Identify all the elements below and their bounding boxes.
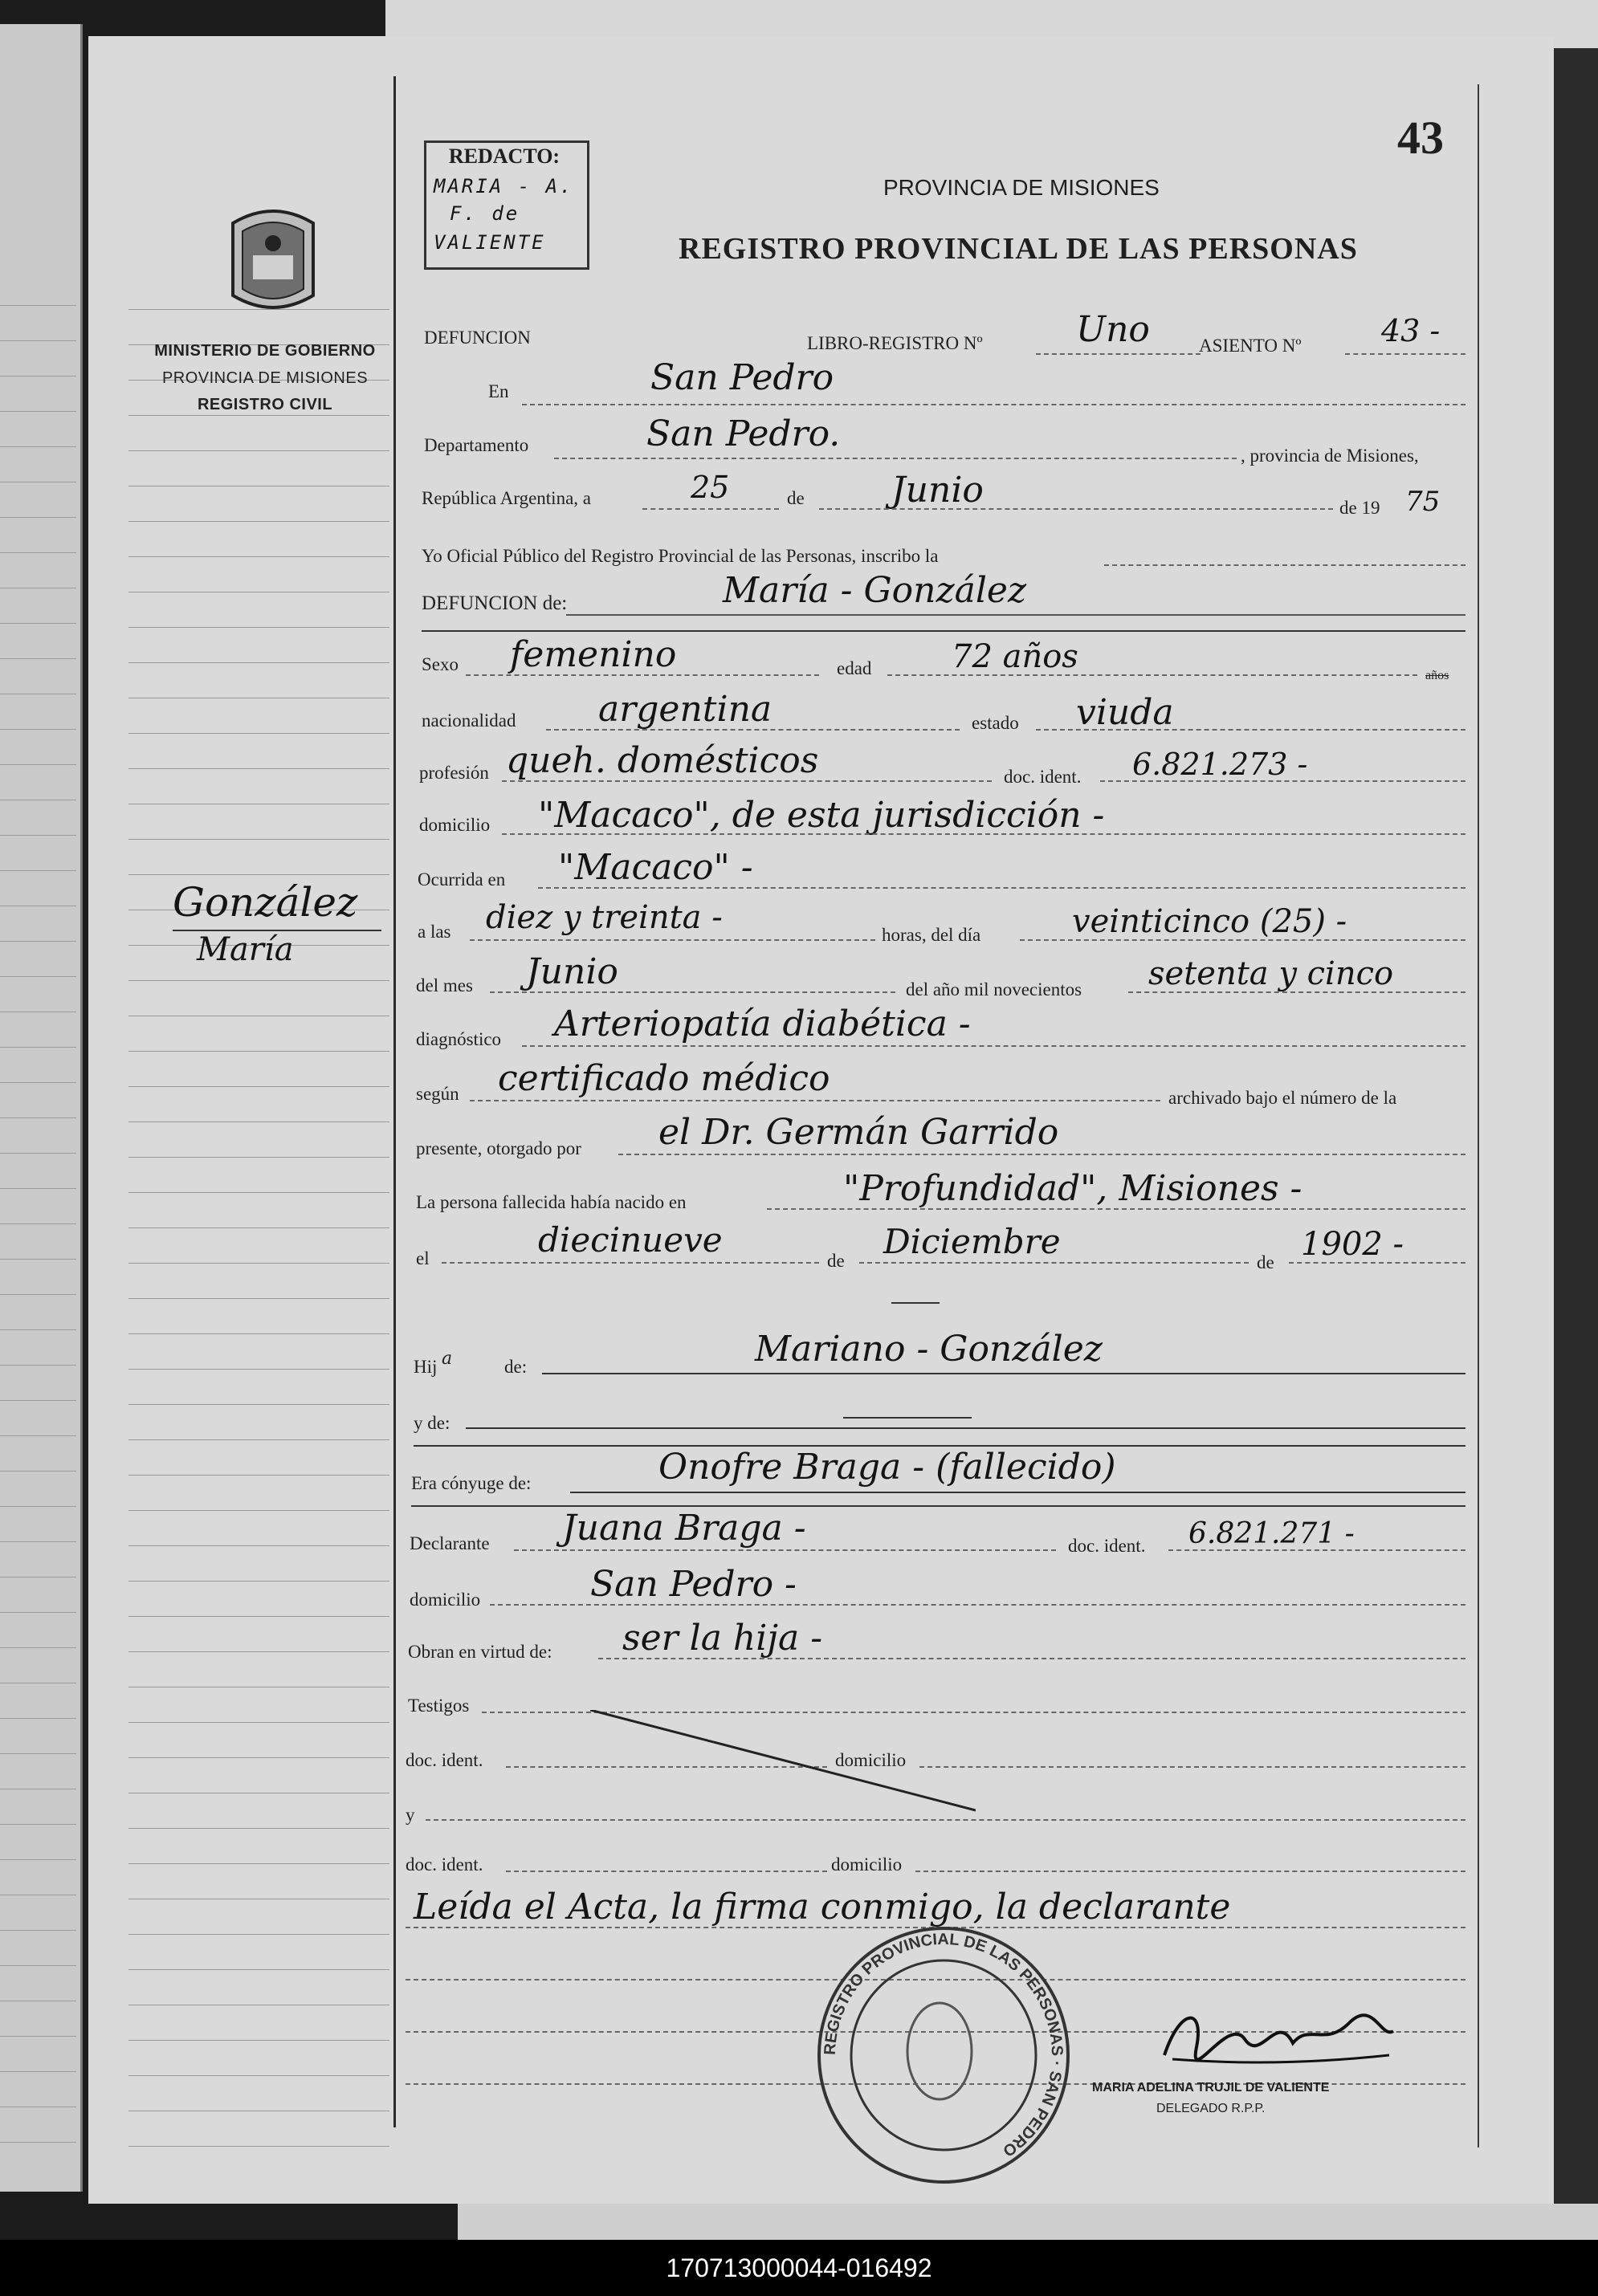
line-ocurrida <box>538 887 1466 890</box>
line-domicilio <box>502 833 1466 837</box>
margin-ruled-line <box>128 627 389 628</box>
scan-identifier: 170713000044-016492 <box>0 2240 1598 2296</box>
label-horas-dia: horas, del día <box>882 925 981 945</box>
label-de-2: de <box>827 1251 845 1271</box>
value-mes-texto: Junio <box>526 951 618 992</box>
label-yo-oficial: Yo Oficial Público del Registro Provincial de las Personas, inscribo la <box>422 546 939 566</box>
prev-page-ruled-line <box>0 1117 76 1118</box>
value-hijo-sufijo: a <box>442 1349 453 1369</box>
rule-conyuge <box>411 1505 1466 1507</box>
prev-page-ruled-line <box>0 1294 76 1295</box>
label-declarante: Declarante <box>410 1533 490 1553</box>
margin-ruled-line <box>128 415 389 416</box>
testigos-strike-line <box>590 1710 976 1814</box>
line-declarante <box>514 1549 1056 1553</box>
value-edad: 72 años <box>952 638 1078 675</box>
value-ano: 75 <box>1405 486 1441 518</box>
label-asiento: ASIENTO Nº <box>1199 336 1302 356</box>
ministry-line-3: REGISTRO CIVIL <box>197 396 333 413</box>
line-testigo-doc-2 <box>506 1871 827 1874</box>
value-dia: 25 <box>691 470 730 505</box>
value-ocurrida: "Macaco" - <box>558 847 753 888</box>
margin-ruled-line <box>128 1651 389 1652</box>
margin-ruled-line <box>128 1757 389 1758</box>
line-declarante-dom <box>490 1604 1466 1607</box>
margin-ruled-line <box>128 1439 389 1440</box>
label-testigo-dom-1: domicilio <box>835 1750 907 1770</box>
prev-page-ruled-line <box>0 305 76 306</box>
margin-ruled-line <box>128 1333 389 1334</box>
prev-page-ruled-line <box>0 1506 76 1507</box>
prev-page-ruled-line <box>0 976 76 977</box>
line-hora <box>470 939 875 942</box>
label-hijo: Hij <box>414 1357 438 1377</box>
book-edge-bottom <box>458 2204 1598 2240</box>
prev-page-ruled-line <box>0 446 76 447</box>
margin-given-name: María <box>197 931 294 968</box>
value-dia-texto: veinticinco (25) - <box>1072 903 1347 940</box>
margin-ruled-line <box>128 768 389 769</box>
line-dia-texto <box>1020 939 1466 942</box>
line-dia <box>642 508 779 511</box>
line-nac-dia <box>442 1262 819 1265</box>
label-ocurrida: Ocurrida en <box>418 869 506 889</box>
prev-page-ruled-line <box>0 1435 76 1436</box>
label-doc-ident: doc. ident. <box>1004 767 1082 787</box>
signatory-role: DELEGADO R.P.P. <box>1156 2102 1266 2115</box>
margin-ruled-line <box>128 1227 389 1228</box>
margin-ruled-line <box>128 1828 389 1829</box>
prev-page-ruled-line <box>0 2071 76 2072</box>
line-ano-texto <box>1128 991 1466 995</box>
margin-ruled-line <box>128 2075 389 2076</box>
margin-ruled-line <box>128 2040 389 2041</box>
label-hijo-de: de: <box>504 1357 528 1377</box>
label-diagnostico: diagnóstico <box>416 1029 502 1049</box>
prev-page-ruled-line <box>0 1930 76 1931</box>
margin-ruled-line <box>128 1722 389 1723</box>
prev-page-ruled-line <box>0 1082 76 1083</box>
prev-page-ruled-line <box>0 1647 76 1648</box>
value-nac-mes: Diciembre <box>883 1222 1061 1261</box>
value-asiento: 43 - <box>1381 313 1441 348</box>
label-el: el <box>416 1248 430 1268</box>
line-otorgado <box>618 1154 1466 1157</box>
line-doc <box>1100 780 1466 784</box>
margin-ruled-line <box>128 1969 389 1970</box>
label-testigo-doc-1: doc. ident. <box>406 1750 483 1770</box>
margin-ruled-line <box>128 1192 389 1193</box>
prev-page-ruled-line <box>0 1824 76 1825</box>
label-archivado: archivado bajo el número de la <box>1168 1088 1397 1108</box>
margin-ruled-line <box>128 874 389 875</box>
line-yo-oficial <box>1104 564 1466 568</box>
margin-ruled-line <box>128 2146 389 2147</box>
line-testigo-dom-1 <box>919 1766 1466 1769</box>
label-profesion: profesión <box>419 763 489 783</box>
value-en: San Pedro <box>650 357 834 398</box>
label-defuncion-de: DEFUNCION de: <box>422 592 568 614</box>
margin-ruled-line <box>128 1369 389 1370</box>
margin-ruled-line <box>128 1263 389 1264</box>
previous-page-edge <box>0 24 83 2192</box>
value-profesion: queh. domésticos <box>506 740 819 781</box>
value-doc: 6.821.273 - <box>1132 747 1308 782</box>
margin-ruled-line <box>128 1863 389 1864</box>
label-republica: República Argentina, a <box>422 488 591 508</box>
margin-ruled-line <box>128 1510 389 1511</box>
line-conyuge <box>570 1492 1466 1493</box>
prev-page-ruled-line <box>0 1612 76 1613</box>
label-provincia-misiones: , provincia de Misiones, <box>1241 446 1419 466</box>
value-hora: diez y treinta - <box>486 899 723 936</box>
line-obran <box>598 1658 1466 1661</box>
label-presente: presente, otorgado por <box>416 1138 581 1158</box>
label-declarante-doc: doc. ident. <box>1068 1536 1146 1556</box>
label-testigo-doc-2: doc. ident. <box>406 1854 483 1875</box>
margin-surname: González <box>173 879 358 926</box>
label-anos: años <box>1425 669 1449 682</box>
line-nac-mes <box>859 1262 1249 1265</box>
value-nacido-en: "Profundidad", Misiones - <box>843 1168 1302 1209</box>
label-del-mes: del mes <box>416 975 473 995</box>
rule-defuncion <box>422 630 1466 632</box>
label-en: En <box>488 381 509 401</box>
value-padre: Mariano - González <box>755 1329 1103 1370</box>
label-de-3: de <box>1257 1252 1274 1272</box>
value-sexo: femenino <box>510 634 677 675</box>
label-a-las: a las <box>418 922 451 942</box>
prev-page-ruled-line <box>0 658 76 659</box>
short-dash-1 <box>891 1302 940 1304</box>
line-departamento <box>554 458 1237 461</box>
province-heading: PROVINCIA DE MISIONES <box>883 175 1160 200</box>
value-otorgado: el Dr. Germán Garrido <box>658 1112 1059 1153</box>
line-en <box>522 404 1466 407</box>
prev-page-ruled-line <box>0 2036 76 2037</box>
ministry-line-1: MINISTERIO DE GOBIERNO <box>154 342 376 360</box>
official-signature <box>1156 1999 1397 2071</box>
redacto-handwriting-2: F. de <box>450 202 520 225</box>
margin-ruled-line <box>128 839 389 840</box>
value-nacionalidad: argentina <box>598 689 773 730</box>
short-dash-2 <box>843 1417 972 1419</box>
margin-underline <box>173 930 381 931</box>
margin-ruled-line <box>128 521 389 522</box>
line-padre <box>542 1373 1466 1374</box>
prev-page-ruled-line <box>0 1259 76 1260</box>
page-number: 43 <box>1397 112 1444 164</box>
prev-page-ruled-line <box>0 411 76 412</box>
margin-divider <box>393 76 396 2127</box>
value-departamento: San Pedro. <box>646 413 841 454</box>
margin-ruled-line <box>128 733 389 734</box>
prev-page-ruled-line <box>0 1859 76 1860</box>
label-y-de: y de: <box>414 1413 450 1433</box>
value-declarante: Juana Braga - <box>562 1508 806 1549</box>
label-defuncion: DEFUNCION <box>424 328 531 348</box>
line-edad <box>887 674 1417 678</box>
value-ano-texto: setenta y cinco <box>1148 955 1394 992</box>
prev-page-ruled-line <box>0 870 76 871</box>
label-testigo-dom-2: domicilio <box>831 1854 903 1875</box>
value-nac-dia: diecinueve <box>538 1220 723 1260</box>
registry-title: REGISTRO PROVINCIAL DE LAS PERSONAS <box>679 232 1358 266</box>
margin-ruled-line <box>128 1086 389 1087</box>
prev-page-ruled-line <box>0 340 76 341</box>
margin-ruled-line <box>128 556 389 557</box>
label-nacionalidad: nacionalidad <box>422 710 516 731</box>
line-madre <box>466 1427 1466 1429</box>
value-segun: certificado médico <box>498 1058 830 1099</box>
prev-page-ruled-line <box>0 764 76 765</box>
value-libro: Uno <box>1076 309 1150 350</box>
redacto-label: REDACTO: <box>448 145 561 168</box>
line-nacido-en <box>767 1208 1466 1211</box>
label-nacido-en: La persona fallecida había nacido en <box>416 1192 687 1212</box>
prev-page-ruled-line <box>0 1223 76 1224</box>
line-asiento <box>1345 353 1466 356</box>
margin-ruled-line <box>128 1298 389 1299</box>
margin-ruled-line <box>128 1581 389 1582</box>
value-nac-ano: 1902 - <box>1301 1226 1404 1263</box>
label-departamento: Departamento <box>424 435 529 455</box>
prev-page-ruled-line <box>0 941 76 942</box>
prev-page-ruled-line <box>0 729 76 730</box>
prev-page-ruled-line <box>0 1188 76 1189</box>
prev-page-ruled-line <box>0 1753 76 1754</box>
line-profesion <box>502 780 992 784</box>
margin-ruled-line <box>128 450 389 451</box>
label-segun: según <box>416 1084 459 1104</box>
prev-page-ruled-line <box>0 1153 76 1154</box>
label-sexo: Sexo <box>422 654 459 674</box>
line-sexo <box>466 674 819 678</box>
prev-page-ruled-line <box>0 376 76 377</box>
prev-page-ruled-line <box>0 2142 76 2143</box>
label-obran: Obran en virtud de: <box>408 1642 552 1662</box>
line-mes-texto <box>490 991 895 995</box>
margin-ruled-line <box>128 1157 389 1158</box>
line-testigo-dom-2 <box>915 1871 1466 1874</box>
margin-ruled-line <box>128 1475 389 1476</box>
line-segun <box>470 1100 1160 1103</box>
value-fallecido: María - González <box>723 570 1027 611</box>
prev-page-ruled-line <box>0 1365 76 1366</box>
label-domicilio-2: domicilio <box>410 1590 481 1610</box>
stamp-text: REGISTRO PROVINCIAL DE LAS PERSONAS · SAN PEDRO <box>821 1930 1066 2160</box>
line-nacionalidad <box>546 729 960 732</box>
book-cover-right <box>1554 48 1598 2216</box>
margin-ruled-line <box>128 1051 389 1052</box>
prev-page-ruled-line <box>0 552 76 553</box>
prev-page-ruled-line <box>0 623 76 624</box>
prev-page-ruled-line <box>0 1471 76 1472</box>
label-y: y <box>406 1805 415 1825</box>
prev-page-ruled-line <box>0 1400 76 1401</box>
line-libro <box>1036 353 1201 356</box>
value-declarante-dom: San Pedro - <box>590 1564 797 1605</box>
prev-page-ruled-line <box>0 1047 76 1048</box>
value-mes: Junio <box>891 470 984 511</box>
margin-ruled-line <box>128 980 389 981</box>
signatory-name: MARIA ADELINA TRUJIL DE VALIENTE <box>1092 2081 1330 2094</box>
label-testigos: Testigos <box>408 1696 470 1716</box>
line-fallecido <box>566 614 1466 616</box>
closing-statement: Leída el Acta, la firma conmigo, la declarante <box>414 1887 1231 1928</box>
line-estado <box>1036 729 1466 732</box>
province-seal-icon <box>217 199 329 320</box>
label-domicilio: domicilio <box>419 815 491 835</box>
prev-page-ruled-line <box>0 517 76 518</box>
registry-stamp-icon <box>811 1923 1076 2188</box>
line-declarante-doc <box>1168 1549 1466 1553</box>
value-declarante-doc: 6.821.271 - <box>1188 1517 1355 1550</box>
value-diagnostico: Arteriopatía diabética - <box>554 1003 971 1044</box>
ministry-line-2: PROVINCIA DE MISIONES <box>161 369 369 387</box>
margin-ruled-line <box>128 662 389 663</box>
margin-ruled-line <box>128 1934 389 1935</box>
label-conyuge: Era cónyuge de: <box>411 1473 532 1493</box>
prev-page-ruled-line <box>0 1329 76 1330</box>
prev-page-ruled-line <box>0 1965 76 1966</box>
value-obran: ser la hija - <box>622 1618 823 1659</box>
margin-ruled-line <box>128 1545 389 1546</box>
label-de-19: de 19 <box>1339 498 1380 518</box>
margin-ruled-line <box>128 1404 389 1405</box>
label-libro: LIBRO-REGISTRO Nº <box>807 333 983 353</box>
redacto-handwriting-1: MARIA - A. <box>434 175 574 197</box>
prev-page-ruled-line <box>0 1718 76 1719</box>
line-mes <box>819 508 1333 511</box>
label-edad: edad <box>837 658 872 678</box>
line-testigo-2 <box>426 1819 1466 1822</box>
redacto-handwriting-3: VALIENTE <box>434 231 546 254</box>
margin-ruled-line <box>128 1616 389 1617</box>
line-nac-ano <box>1289 1262 1466 1265</box>
value-conyuge: Onofre Braga - (fallecido) <box>658 1447 1116 1488</box>
label-estado: estado <box>972 713 1019 733</box>
value-estado: viuda <box>1076 692 1174 733</box>
value-domicilio: "Macaco", de esta jurisdicción - <box>538 795 1105 836</box>
prev-page-ruled-line <box>0 835 76 836</box>
label-del-ano: del año mil novecientos <box>906 979 1082 999</box>
line-diagnostico <box>522 1045 1466 1048</box>
prev-page-ruled-line <box>0 1541 76 1542</box>
label-de-1: de <box>787 488 805 508</box>
right-frame-line <box>1478 84 1479 2147</box>
